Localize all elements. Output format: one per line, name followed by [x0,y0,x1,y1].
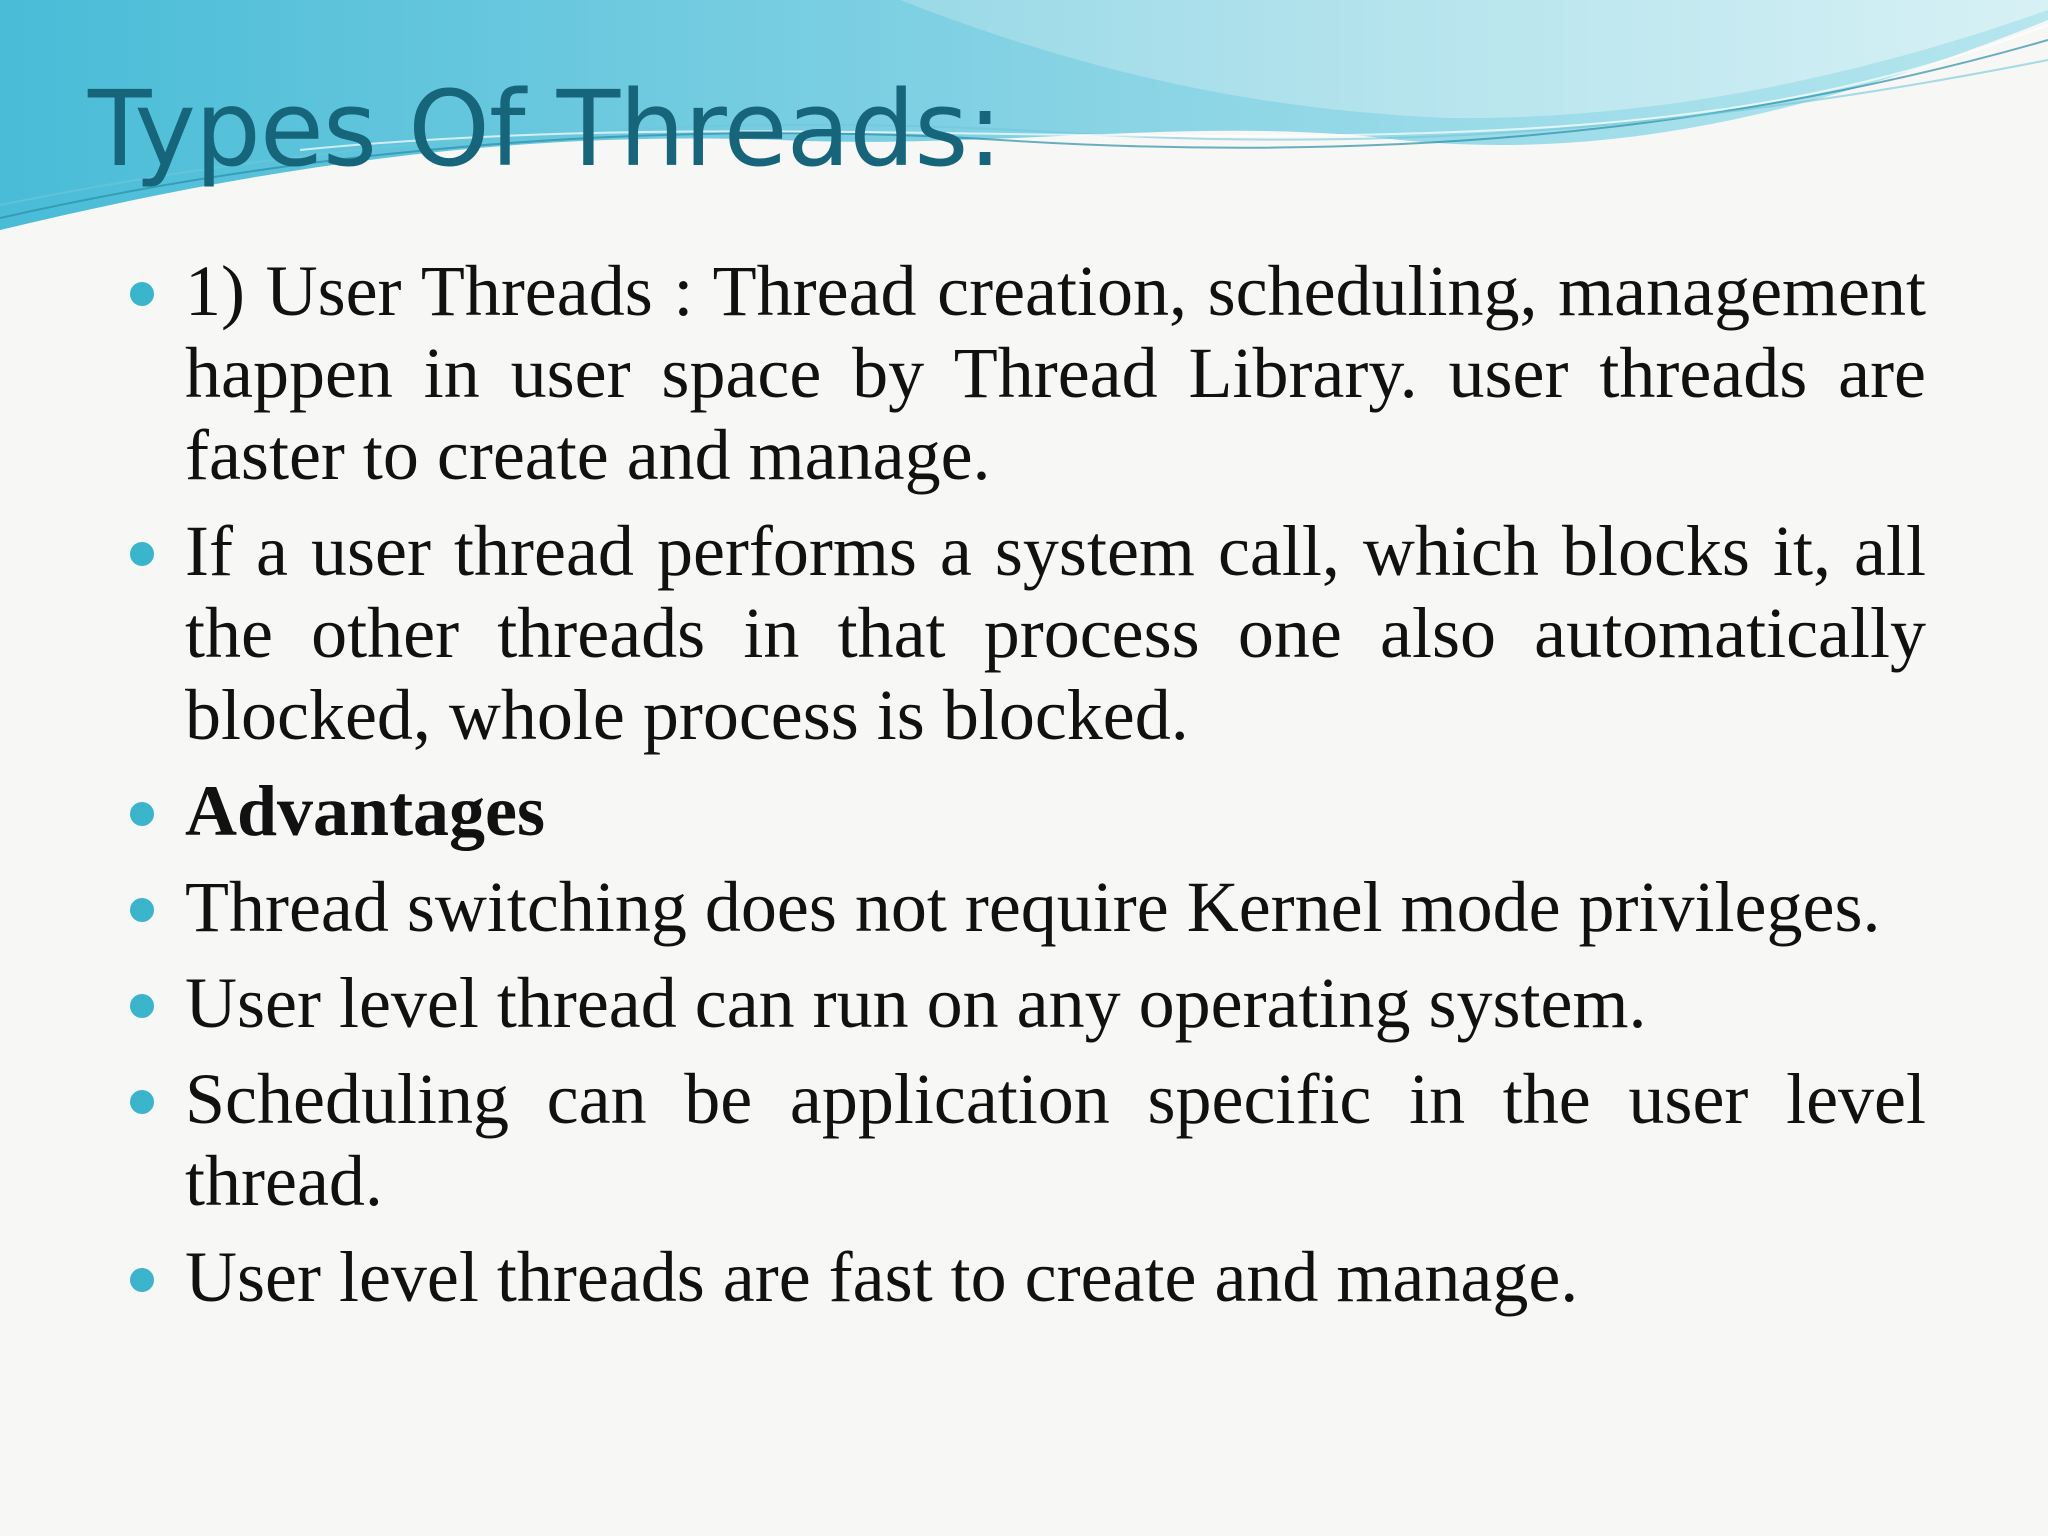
bullet-dot-icon [130,1268,154,1292]
bullet-item-scheduling [130,1058,1926,1222]
bullet-item-user-threads [130,250,1926,496]
bullet-item-fast-create [130,1236,1926,1318]
bullet-text: Thread switching does not require Kernel mode privileges. [185,867,1881,947]
bullet-dot-icon [130,282,154,306]
bullet-item-any-os [130,962,1926,1044]
bullet-dot-icon [130,802,154,826]
bullet-dot-icon [130,542,154,566]
bullet-item-thread-switching [130,866,1926,948]
bullet-text: If a user thread performs a system call, which blocks it, all the other threads in that process one also automatically blocked, whole process is blocked. [185,511,1926,755]
bullet-item-advantages-heading [130,770,1926,852]
slide-title: Types Of Threads: [88,68,1002,190]
bullet-list [130,250,1926,1332]
bullet-text: User level threads are fast to create and manage. [185,1237,1579,1317]
bullet-item-system-call [130,510,1926,756]
bullet-text: 1) User Threads : Thread creation, scheduling, management happen in user space by Thread Library. user threads are faster to create and manage. [185,251,1926,495]
bullet-text: User level thread can run on any operating system. [185,963,1647,1043]
bullet-text: Advantages [185,771,546,851]
bullet-dot-icon [130,898,154,922]
bullet-dot-icon [130,1090,154,1114]
bullet-text: Scheduling can be application specific in the user level thread. [185,1059,1926,1221]
bullet-dot-icon [130,994,154,1018]
